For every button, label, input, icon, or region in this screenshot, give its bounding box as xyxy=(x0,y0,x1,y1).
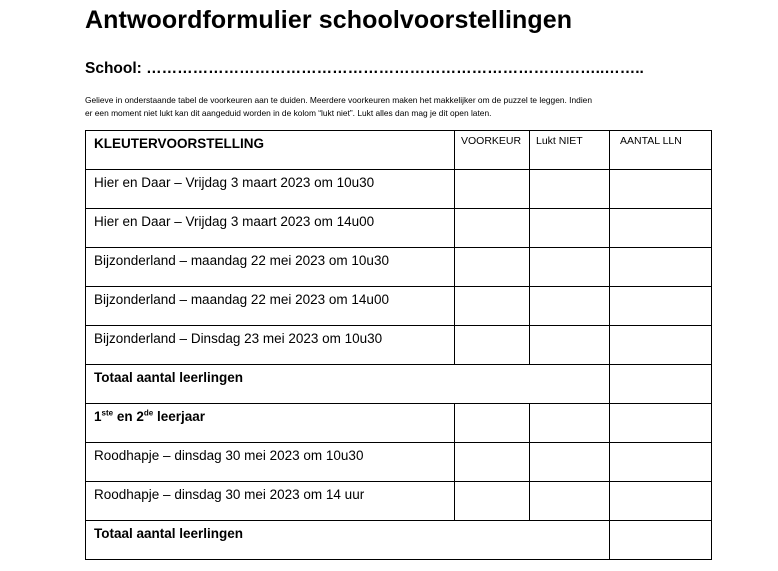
instructions-line-2: er een moment niet lukt kan dit aangeduid worden in de kolom “lukt niet”. Lukt alles dan mag je dit open laten. xyxy=(85,108,492,118)
column-header-aantal-lln xyxy=(610,131,712,170)
lukt-niet-cell[interactable] xyxy=(530,404,610,443)
section-header-label: KLEUTERVOORSTELLING xyxy=(94,136,265,151)
performance-label: Roodhapje – dinsdag 30 mei 2023 om 14 uur xyxy=(94,487,365,502)
performance-cell xyxy=(86,482,455,521)
performance-label: Bijzonderland – maandag 22 mei 2023 om 10u30 xyxy=(94,253,389,268)
aantal-lln-cell[interactable] xyxy=(610,326,712,365)
instructions-line-1: Gelieve in onderstaande tabel de voorkeuren aan te duiden. Meerdere voorkeuren maken het makkelijker om de puzzel te leggen. Indien xyxy=(85,95,593,105)
voorkeur-cell[interactable] xyxy=(455,209,530,248)
section-header-leerjaar xyxy=(86,404,455,443)
table-row xyxy=(86,248,712,287)
total-aantal-cell[interactable] xyxy=(610,365,712,404)
performance-cell xyxy=(86,209,455,248)
performance-label: Hier en Daar – Vrijdag 3 maart 2023 om 14u00 xyxy=(94,214,375,229)
column-header-voorkeur xyxy=(455,131,530,170)
lukt-niet-cell[interactable] xyxy=(530,287,610,326)
aantal-lln-cell[interactable] xyxy=(610,248,712,287)
page-title: Antwoordformulier schoolvoorstellingen xyxy=(85,6,573,34)
aantal-lln-cell[interactable] xyxy=(610,482,712,521)
voorkeur-cell[interactable] xyxy=(455,404,530,443)
section-header-kleuter xyxy=(86,131,455,170)
performance-cell xyxy=(86,326,455,365)
voorkeur-cell[interactable] xyxy=(455,248,530,287)
performance-cell xyxy=(86,287,455,326)
column-header-aantal-lln-label: AANTAL LLN xyxy=(620,135,682,147)
section-header-part: en 2 xyxy=(113,409,144,424)
total-row xyxy=(86,365,712,404)
lukt-niet-cell[interactable] xyxy=(530,170,610,209)
performance-label: Bijzonderland – maandag 22 mei 2023 om 14u00 xyxy=(94,292,389,307)
total-label: Totaal aantal leerlingen xyxy=(94,526,244,541)
total-label: Totaal aantal leerlingen xyxy=(94,370,244,385)
lukt-niet-cell[interactable] xyxy=(530,443,610,482)
aantal-lln-cell[interactable] xyxy=(610,404,712,443)
lukt-niet-cell[interactable] xyxy=(530,482,610,521)
performance-cell xyxy=(86,443,455,482)
table-row xyxy=(86,170,712,209)
table-row xyxy=(86,287,712,326)
section-header-superscript: ste xyxy=(101,408,114,418)
total-label-cell xyxy=(86,521,610,560)
lukt-niet-cell[interactable] xyxy=(530,248,610,287)
performance-label: Hier en Daar – Vrijdag 3 maart 2023 om 10u30 xyxy=(94,175,375,190)
column-header-lukt-niet-label: Lukt NIET xyxy=(536,135,583,147)
column-header-lukt-niet xyxy=(530,131,610,170)
table-row xyxy=(86,443,712,482)
voorkeur-cell[interactable] xyxy=(455,170,530,209)
performance-cell xyxy=(86,248,455,287)
total-aantal-cell[interactable] xyxy=(610,521,712,560)
section-header-part: leerjaar xyxy=(153,409,205,424)
voorkeur-cell[interactable] xyxy=(455,443,530,482)
performance-label: Roodhapje – dinsdag 30 mei 2023 om 10u30 xyxy=(94,448,364,463)
aantal-lln-cell[interactable] xyxy=(610,443,712,482)
lukt-niet-cell[interactable] xyxy=(530,326,610,365)
aantal-lln-cell[interactable] xyxy=(610,209,712,248)
lukt-niet-cell[interactable] xyxy=(530,209,610,248)
table-row xyxy=(86,326,712,365)
section-header-part: 1 xyxy=(94,409,102,424)
instructions-text xyxy=(85,94,725,120)
preference-table xyxy=(85,130,712,560)
voorkeur-cell[interactable] xyxy=(455,482,530,521)
performance-label: Bijzonderland – Dinsdag 23 mei 2023 om 10u30 xyxy=(94,331,383,346)
table-header-row xyxy=(86,131,712,170)
section-header-label xyxy=(86,404,454,424)
section-header-superscript: de xyxy=(143,408,154,418)
table-row xyxy=(86,209,712,248)
table-row xyxy=(86,482,712,521)
total-row xyxy=(86,521,712,560)
total-label-cell xyxy=(86,365,610,404)
aantal-lln-cell[interactable] xyxy=(610,287,712,326)
column-header-voorkeur-label: VOORKEUR xyxy=(461,135,522,147)
school-field[interactable]: School: ……………………………………………………………………………..…….. xyxy=(85,60,644,77)
table-row xyxy=(86,404,712,443)
performance-cell xyxy=(86,170,455,209)
voorkeur-cell[interactable] xyxy=(455,326,530,365)
voorkeur-cell[interactable] xyxy=(455,287,530,326)
aantal-lln-cell[interactable] xyxy=(610,170,712,209)
